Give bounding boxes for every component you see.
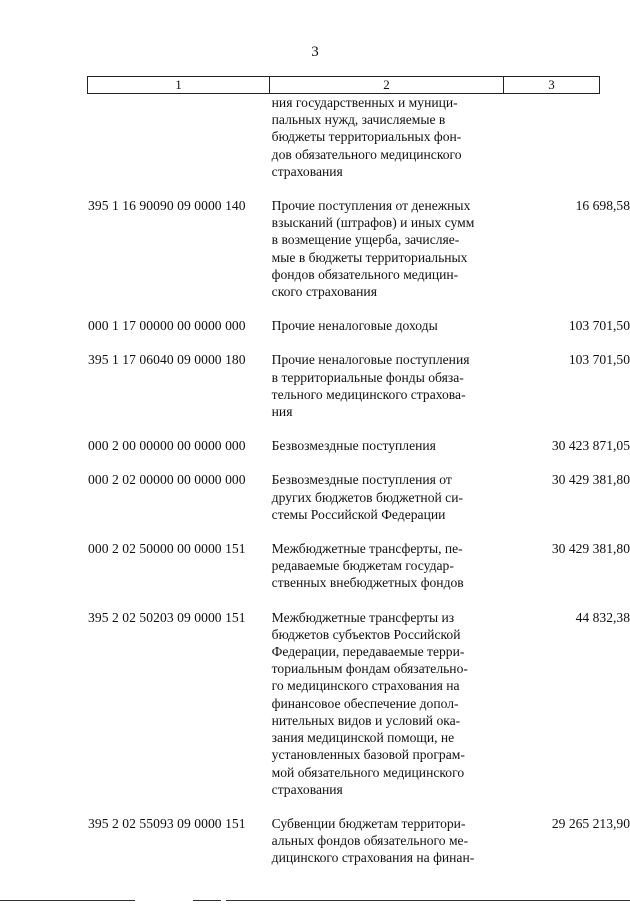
- amount: 103 701,50: [568, 352, 630, 368]
- revenue-name-line: других бюджетов бюджетной си-: [271, 489, 464, 505]
- revenue-name: [271, 471, 502, 523]
- revenue-name-line: го медицинского страхования на: [271, 678, 460, 694]
- revenue-name-line: ториальным фондам обязательно-: [271, 661, 468, 677]
- amount: 16 698,58: [575, 198, 630, 214]
- budget-classification-code: 395 1 17 06040 09 0000 180: [88, 352, 246, 368]
- revenue-name: [271, 815, 502, 867]
- revenue-name-line: мой обязательного медицинского: [271, 764, 465, 780]
- amount: 29 265 213,90: [551, 815, 630, 831]
- revenue-name-line: ственных внебюджетных фондов: [271, 575, 464, 591]
- header-col-1: 1: [88, 77, 270, 93]
- table-header: [87, 76, 600, 94]
- revenue-name-line: мые в бюджеты территориальных: [271, 249, 468, 265]
- revenue-name-line: пальных нужд, зачисляемые в: [271, 112, 446, 128]
- table-row: [0, 609, 630, 798]
- revenue-name-line: альных фондов обязательного ме-: [271, 833, 469, 849]
- header-col-2: 2: [270, 77, 504, 93]
- revenue-name: [271, 317, 502, 334]
- table-row: [0, 437, 630, 454]
- revenue-name-line: финансовое обеспечение допол-: [271, 695, 459, 711]
- table-row: [0, 351, 630, 420]
- revenue-name-line: дов обязательного медицинского: [271, 146, 462, 162]
- footer-line-1: [0, 900, 135, 901]
- footer-line-3: [226, 900, 630, 901]
- revenue-name-line: Межбюджетные трансферты, пе-: [271, 541, 463, 557]
- budget-classification-code: 395 2 02 50203 09 0000 151: [88, 609, 246, 625]
- revenue-name-line: установленных базовой програм-: [271, 747, 465, 763]
- revenue-name-line: фондов обязательного медицин-: [271, 266, 459, 282]
- budget-classification-code: 000 2 02 50000 00 0000 151: [88, 541, 246, 557]
- table-row: [0, 94, 630, 180]
- revenue-name: [271, 94, 502, 180]
- revenue-name: [271, 197, 502, 300]
- revenue-name-line: Безвозмездные поступления: [271, 438, 436, 454]
- revenue-name-line: ния: [271, 404, 293, 420]
- budget-classification-code: 000 2 02 00000 00 0000 000: [88, 472, 246, 488]
- table-row: [0, 540, 630, 592]
- revenue-name-line: страхования: [271, 781, 343, 797]
- revenue-name: [271, 437, 502, 454]
- revenue-name-line: ского страхования: [271, 284, 377, 300]
- budget-classification-code: 000 2 00 00000 00 0000 000: [88, 438, 246, 454]
- amount: 30 423 871,05: [551, 438, 630, 454]
- revenue-name-line: редаваемые бюджетам государ-: [271, 558, 454, 574]
- revenue-name-line: нительных видов и условий ока-: [271, 712, 461, 728]
- revenue-name: [271, 351, 502, 420]
- revenue-name-line: страхования: [271, 163, 343, 179]
- revenue-name-line: Безвозмездные поступления от: [271, 472, 452, 488]
- revenue-name-line: тельного медицинского страхова-: [271, 386, 466, 402]
- revenue-name-line: Субвенции бюджетам территори-: [271, 815, 466, 831]
- revenue-name-line: стемы Российской Федерации: [271, 506, 446, 522]
- revenue-name-line: в возмещение ущерба, зачисляе-: [271, 232, 460, 248]
- budget-classification-code: 000 1 17 00000 00 0000 000: [88, 318, 246, 334]
- amount: 30 429 381,80: [551, 472, 630, 488]
- footer-line-2: [193, 900, 221, 901]
- table-row: [0, 471, 630, 523]
- amount: 103 701,50: [568, 318, 630, 334]
- header-col-3: 3: [548, 77, 555, 92]
- revenue-name-line: бюджеты территориальных фон-: [271, 129, 462, 145]
- table-row: [0, 197, 630, 300]
- revenue-name-line: зания медицинской помощи, не: [271, 730, 455, 746]
- revenue-name-line: в территориальные фонды обяза-: [271, 369, 464, 385]
- revenue-name-line: Прочие неналоговые поступления: [271, 352, 470, 368]
- table-body: [0, 94, 630, 867]
- budget-classification-code: 395 1 16 90090 09 0000 140: [88, 198, 246, 214]
- budget-classification-code: 395 2 02 55093 09 0000 151: [88, 815, 246, 831]
- amount: [501, 94, 630, 180]
- revenue-name-line: Межбюджетные трансферты из: [271, 609, 455, 625]
- budget-classification-code: [0, 94, 271, 180]
- revenue-name: [271, 540, 502, 592]
- amount: 44 832,38: [575, 609, 630, 625]
- revenue-name: [271, 609, 502, 798]
- amount: 30 429 381,80: [551, 541, 630, 557]
- revenue-name-line: взысканий (штрафов) и иных сумм: [271, 215, 475, 231]
- revenue-name-line: бюджетов субъектов Российской: [271, 626, 461, 642]
- page-number: 3: [311, 44, 319, 60]
- table-row: [0, 317, 630, 334]
- table-row: [0, 815, 630, 867]
- revenue-name-line: ния государственных и муници-: [271, 95, 458, 110]
- revenue-name-line: Федерации, передаваемые терри-: [271, 644, 465, 660]
- revenue-name-line: Прочие поступления от денежных: [271, 198, 471, 214]
- revenue-name-line: Прочие неналоговые доходы: [271, 318, 438, 334]
- revenue-name-line: дицинского страхования на финан-: [271, 850, 475, 866]
